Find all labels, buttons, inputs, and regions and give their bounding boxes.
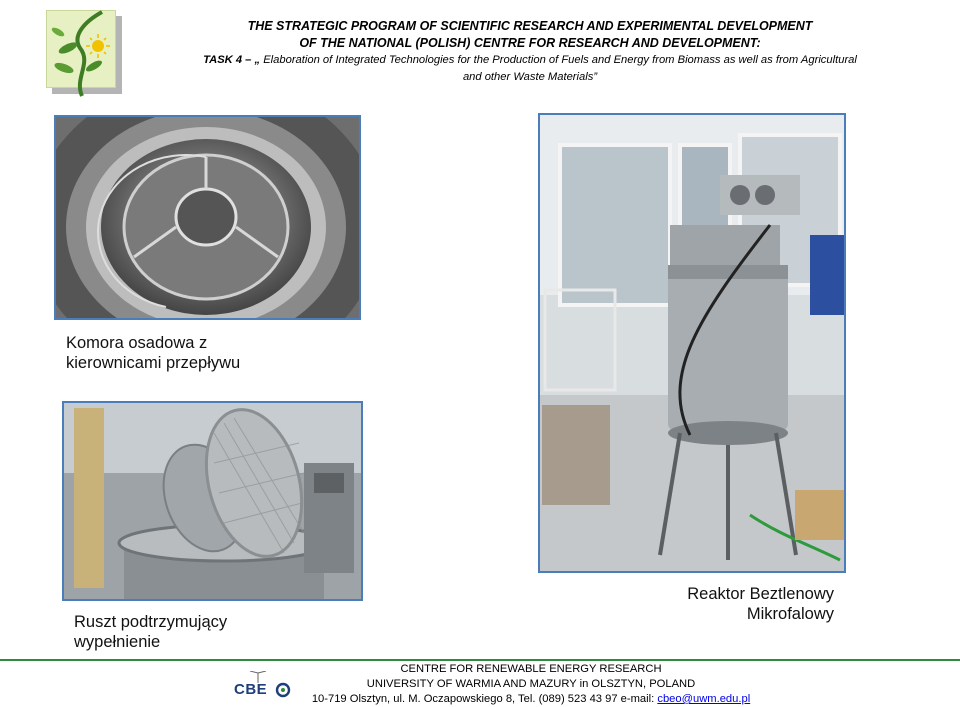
photo-settling-chamber	[54, 115, 361, 320]
footer-address-text: 10-719 Olsztyn, ul. M. Oczapowskiego 8, Tel. (089) 523 43 97 e-mail:	[311, 693, 658, 705]
footer-contact	[300, 662, 762, 707]
task-line-1	[150, 52, 910, 69]
caption-anaerobic-reactor	[640, 584, 834, 624]
task-line-2: and other Waste Materials”	[462, 71, 598, 83]
footer-line-2: UNIVERSITY OF WARMIA AND MAZURY in OLSZTYN, POLAND	[366, 678, 696, 690]
task-title: Elaboration of Integrated Technologies for the Production of Fuels and Energy from Biomass as well as from Agricultural	[260, 54, 857, 66]
caption-line: Komora osadowa z	[66, 334, 208, 352]
task-label: TASK 4 – „	[203, 54, 261, 66]
caption-support-grate	[74, 612, 314, 652]
footer-email-link[interactable]: cbeo@uwm.edu.pl	[657, 693, 751, 705]
header-line-2: OF THE NATIONAL (POLISH) CENTRE FOR RESEARCH AND DEVELOPMENT:	[299, 36, 761, 50]
cbeo-logo	[232, 671, 296, 705]
photo-anaerobic-reactor	[538, 113, 846, 573]
footer-line-1: CENTRE FOR RENEWABLE ENERGY RESEARCH	[400, 663, 662, 675]
caption-line: Reaktor Beztlenowy	[687, 585, 834, 603]
photo-support-grate	[62, 401, 363, 601]
header-line-1: THE STRATEGIC PROGRAM OF SCIENTIFIC RESEARCH AND EXPERIMENTAL DEVELOPMENT	[247, 19, 813, 33]
caption-settling-chamber	[66, 333, 306, 373]
caption-line: Ruszt podtrzymujący	[74, 613, 228, 631]
footer-divider	[0, 659, 960, 661]
plant-sun-logo	[44, 8, 126, 98]
footer-address	[300, 692, 762, 707]
caption-line: wypełnienie	[74, 633, 161, 651]
caption-line: Mikrofalowy	[746, 605, 834, 623]
document-header	[150, 18, 910, 86]
cbeo-logo-text: CBE	[234, 681, 268, 698]
caption-line: kierownicami przepływu	[66, 354, 241, 372]
